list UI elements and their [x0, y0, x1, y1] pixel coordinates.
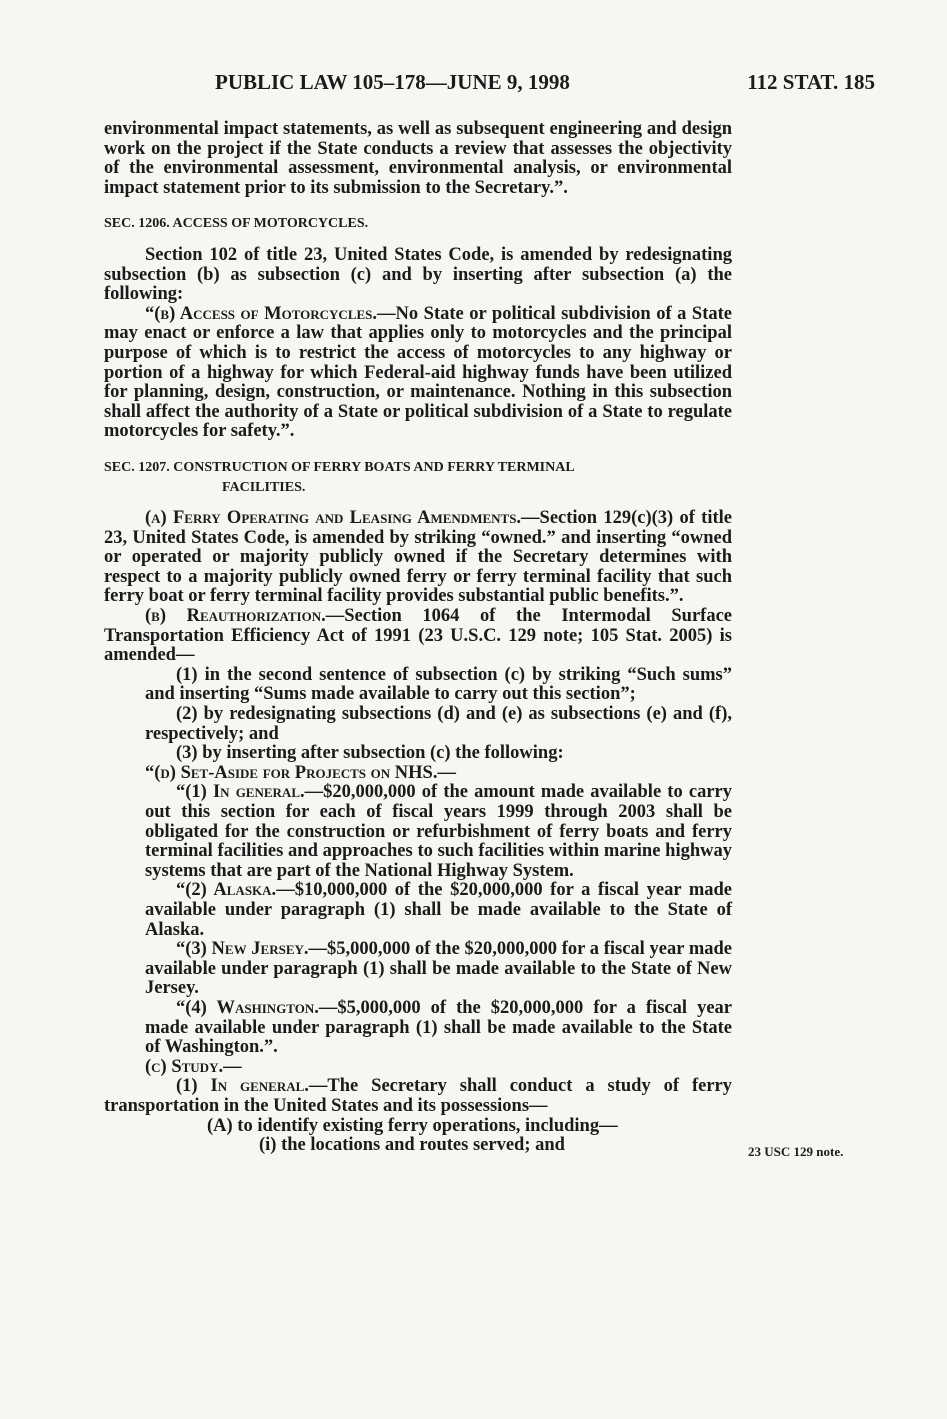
paragraph-d2: [104, 881, 732, 940]
subsection-d-heading: “(d) Set-Aside for Projects on NHS.—: [145, 762, 456, 783]
paragraph-heading: (1) In general.: [176, 1076, 309, 1097]
paragraph-b2: (2) by redesignating subsections (d) and (e) as subsections (e) and (f), respectively; and: [145, 704, 732, 744]
public-law-title: PUBLIC LAW 105–178—JUNE 9, 1998: [215, 70, 570, 94]
section-heading-line-1: SEC. 1207. CONSTRUCTION OF FERRY BOATS AND FERRY TERMINAL: [104, 459, 575, 475]
paragraph-b1: (1) in the second sentence of subsection (c) by striking “Such sums” and inserting “Sums made available to carry out this section”;: [145, 664, 732, 705]
paragraph-text: —$5,000,000 of the $20,000,000 for a fiscal year made available under paragraph (1) shall be made available to the State of New Jersey.: [145, 939, 733, 999]
subparagraph-A: (A) to identify existing ferry operations, including—: [207, 1115, 618, 1136]
paragraph-text: —The Secretary shall conduct a study of ferry transportation in the United States and its possessions—: [104, 1076, 732, 1116]
paragraph-b3: (3) by inserting after subsection (c) the following:: [176, 743, 564, 764]
paragraph-d3: [104, 940, 732, 999]
paragraph-heading: “(2) Alaska.: [176, 880, 277, 901]
clause-i: (i) the locations and routes served; and: [259, 1135, 565, 1156]
section-heading-line-2: FACILITIES.: [222, 479, 306, 495]
subsection-heading: (b) Reauthorization.: [145, 606, 326, 627]
section-heading-1207: [104, 458, 732, 497]
document-body: [104, 120, 732, 1156]
paragraph-heading: “(4) Washington.: [176, 997, 319, 1018]
subsection-b-motorcycles: [104, 305, 732, 442]
paragraph-heading: “(3) New Jersey.: [176, 939, 309, 960]
paragraph-text: —$10,000,000 of the $20,000,000 for a fiscal year made available under paragraph (1) shall be made available to the State of Alaska.: [145, 880, 732, 940]
subsection-text: —Section 129(c)(3) of title 23, United States Code, is amended by striking “owned.” and inserting “owned or operated or majority publicly owned if the Secretary determines with respect to a majority publicly owned ferry or ferry terminal facility that such ferry boat or ferry terminal facility provides substantial public benefits.”.: [104, 508, 732, 607]
paragraph-heading: “(1) In general.: [176, 782, 305, 803]
margin-note: 23 USC 129 note.: [748, 1144, 844, 1159]
paragraph-d1: [104, 783, 732, 881]
paragraph-c1: [104, 1077, 732, 1116]
paragraph-text: —$20,000,000 of the amount made available to carry out this section for each of fiscal years 1999 through 2003 shall be obligated for the construction or refurbishment of ferry boats and ferry terminal facilities and approaches to such facilities within marine highway systems that are part of the National Highway System.: [145, 782, 732, 881]
paragraph-continued: environmental impact statements, as well as subsequent engineering and design work on the project if the State conducts a review that assesses the objectivity of the environmental assessment, environmental analysis, or environmental impact statement prior to its submission to the Secretary.”.: [104, 119, 732, 198]
statute-page-number: 112 STAT. 185: [747, 70, 875, 94]
subsection-c-study-heading: (c) Study.—: [145, 1056, 242, 1077]
subsection-heading: (a) Ferry Operating and Leasing Amendments.: [145, 508, 522, 529]
section-heading-1206: SEC. 1206. ACCESS OF MOTORCYCLES.: [104, 216, 369, 232]
subsection-b-reauthorization: [104, 607, 732, 666]
paragraph-d4: [104, 999, 732, 1058]
subsection-a-ferry: [104, 509, 732, 607]
paragraph-section-1206: Section 102 of title 23, United States Code, is amended by redesignating subsection (b) as subsection (c) and by inserting after subsection (a) the following:: [104, 244, 732, 305]
paragraph-text: —$5,000,000 of the $20,000,000 for a fiscal year made available under paragraph (1) shall be made available to the State of Washington.”.: [145, 997, 732, 1058]
subsection-text: —Section 1064 of the Intermodal Surface Transportation Efficiency Act of 1991 (23 U.S.C. 129 note; 105 Stat. 2005) is amended—: [104, 606, 732, 666]
subsection-heading: “(b) Access of Motorcycles.: [145, 303, 378, 324]
subsection-text: —No State or political subdivision of a State may enact or enforce a law that applies only to motorcycles and the principal purpose of which is to restrict the access of motorcycles to any highway or portion of a highway for which Federal-aid highway funds have been utilized for planning, design, construction, or maintenance. Nothing in this subsection shall affect the authority of a State or political subdivision of a State to regulate motorcycles for safety.”.: [104, 303, 732, 442]
